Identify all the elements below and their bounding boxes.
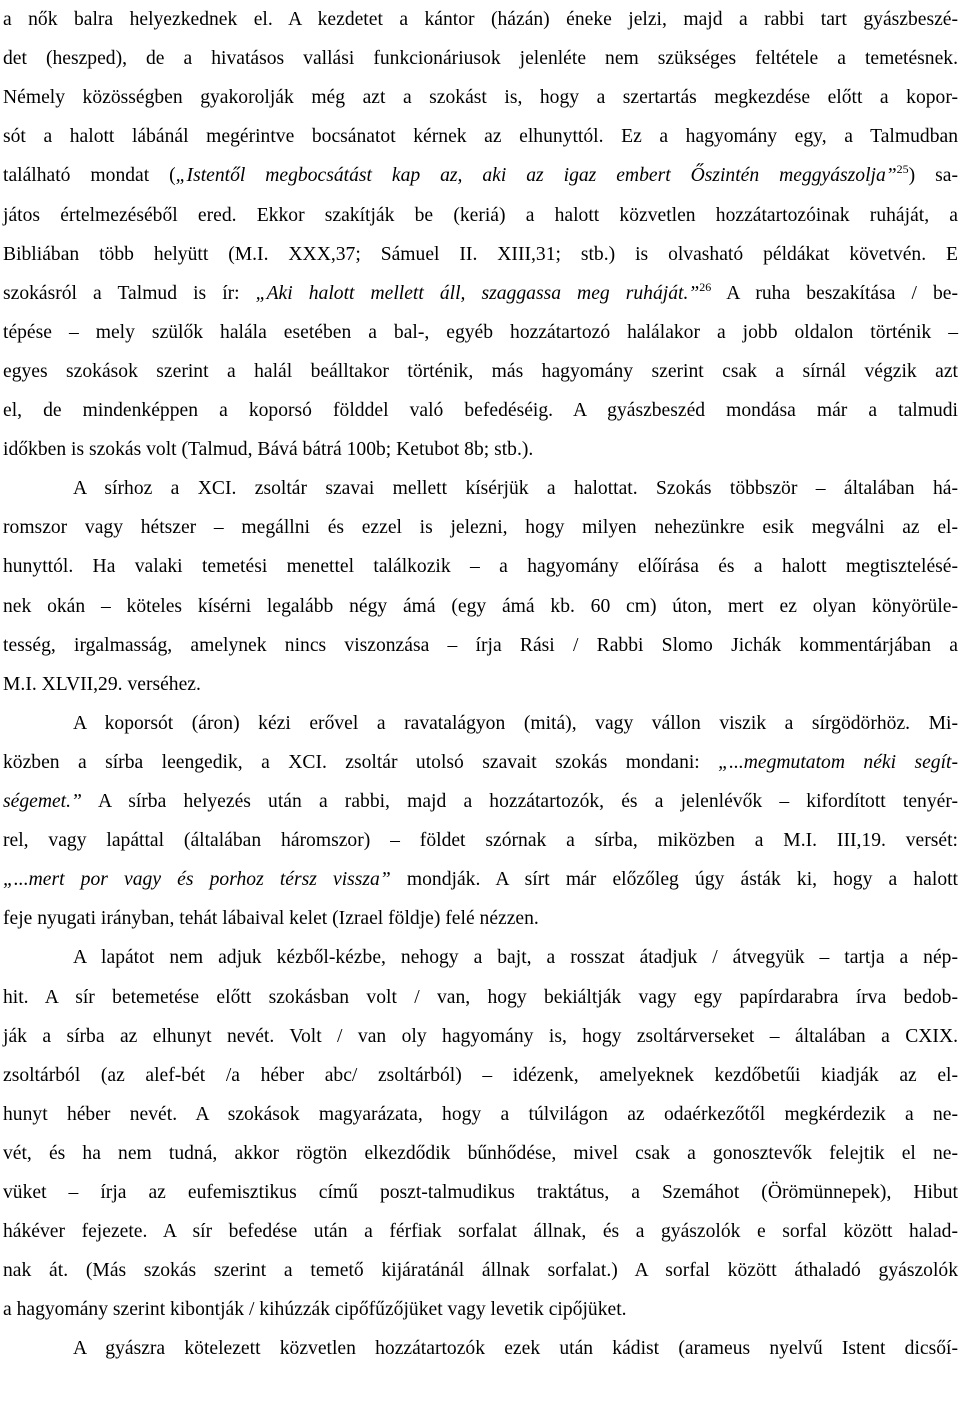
text-line bbox=[3, 199, 958, 233]
body-text: sót a halott lábánál megérintve bocsánatot kérnek az elhunyttól. Ez a hagyomány egy, a Talmudban bbox=[3, 126, 958, 148]
text-line bbox=[3, 1293, 958, 1327]
body-text: A lapátot nem adjuk kézből-kézbe, nehogy a bajt, a rosszat átadjuk / átvegyük – tartja a nép- bbox=[73, 947, 958, 969]
text-line bbox=[3, 277, 958, 311]
text-line bbox=[3, 1254, 958, 1288]
body-text: a nők balra helyezkednek el. A kezdetet a kántor (házán) éneke jelzi, majd a rabbi tart gyászbeszé- bbox=[3, 9, 958, 30]
body-text: el, de mindenképpen a koporsó földdel való befedéséig. A gyászbeszéd mondása már a talmudi bbox=[3, 400, 958, 421]
text-line bbox=[3, 81, 958, 115]
body-text: rel, vagy lapáttal (általában háromszor) – földet szórnak a sírba, miközben a M.I. III,19. versét: bbox=[3, 830, 958, 852]
text-line bbox=[3, 355, 958, 389]
body-text: időkben is szokás volt (Talmud, Bává bátrá 100b; Ketubot 8b; stb.). bbox=[3, 439, 534, 461]
body-text: zsoltárból (az alef-bét /a héber abc/ zsoltárból) – idézenk, amelyeknek kezdőbetűi kiadják az el- bbox=[3, 1064, 958, 1086]
body-text: mondják. A sírt már előzőleg úgy ásták ki, hogy a halott bbox=[390, 869, 958, 891]
body-text: a hagyomány szerint kibontják / kihúzzák cipőfűzőjüket vagy levetik cipőjüket. bbox=[3, 1299, 627, 1321]
body-text: ják a sírba az elhunyt nevét. Volt / van oly hagyomány is, hogy zsoltárverseket – általában a CXIX. bbox=[3, 1025, 958, 1047]
body-text: nak át. (Más szokás szerint a temető kijáratánál állnak sorfalat.) A sorfal között áthaladó gyászolók bbox=[3, 1260, 958, 1282]
body-text: A koporsót (áron) kézi erővel a ravatalágyon (mitá), vagy vállon viszik a sírgödörhöz. Mi- bbox=[73, 712, 958, 734]
text-line bbox=[3, 316, 958, 350]
text-line bbox=[3, 42, 958, 76]
text-line bbox=[3, 590, 958, 624]
body-text: feje nyugati irányban, tehát lábaival kelet (Izrael földje) felé nézzen. bbox=[3, 908, 539, 930]
body-text: vét, és ha nem tudná, akkor rögtön elkezdődik bűnhődése, mivel csak a gonosztevők felejtik el ne- bbox=[3, 1142, 958, 1164]
quote-text: „Istentől megbocsátást kap az, aki az igaz embert Őszintén meggyászolja” bbox=[175, 165, 897, 187]
body-text: tesség, irgalmasság, amelynek nincs viszonzása – írja Rási / Rabbi Slomo Jichák kommentárjában a bbox=[3, 634, 958, 656]
text-line bbox=[3, 120, 958, 154]
text-line bbox=[3, 863, 958, 897]
quote-text: „...mert por vagy és porhoz térsz vissza” bbox=[3, 869, 391, 891]
footnote-ref: 26 bbox=[699, 279, 712, 294]
body-text: szokásról a Talmud is ír: bbox=[3, 282, 256, 304]
text-line bbox=[3, 394, 958, 428]
quote-text: „...megmutatom néki segít- bbox=[718, 751, 958, 773]
body-text: Bibliában több helyütt (M.I. XXX,37; Sámuel II. XIII,31; stb.) is olvasható példákat követvén. E bbox=[3, 243, 958, 265]
text-line bbox=[3, 472, 958, 506]
text-line bbox=[3, 550, 958, 584]
text-line bbox=[3, 1020, 958, 1054]
text-line bbox=[3, 785, 958, 819]
text-line bbox=[3, 981, 958, 1015]
text-line bbox=[3, 1137, 958, 1171]
body-text: tépése – mely szülők halála esetében a bal-, egyéb hozzátartozó halálakor a jobb oldalon történik – bbox=[3, 321, 958, 343]
body-text: det (heszped), de a hivatásos vallási funkcionáriusok jelenléte nem szükséges feltétele a temetésnek. bbox=[3, 48, 958, 70]
quote-text: „Aki halott mellett áll, szaggassa meg ruháját.” bbox=[255, 282, 700, 304]
body-text: egyes szokások szerint a halál beálltakor történik, más hagyomány szerint csak a sírnál végzik azt bbox=[3, 360, 958, 382]
text-line bbox=[3, 1332, 958, 1366]
body-text: hákéver fejezete. A sír befedése után a férfiak sorfalat állnak, és a gyászolók e sorfal között halad- bbox=[3, 1221, 958, 1243]
body-text: található mondat ( bbox=[3, 165, 176, 187]
text-line bbox=[3, 746, 958, 780]
body-text: hunyt héber nevét. A szokások magyarázata, hogy a túlvilágon az odaérkezőtől megkérdezik a ne- bbox=[3, 1103, 958, 1125]
body-text: Némely közösségben gyakorolják még azt a szokást is, hogy a szertartás megkezdése előtt a kopor- bbox=[3, 87, 958, 109]
text-line bbox=[3, 1176, 958, 1210]
body-text: A sírba helyezés után a rabbi, majd a hozzátartozók, és a jelenlévők – kifordított tenyér- bbox=[81, 791, 958, 812]
body-text: A gyászra kötelezett közvetlen hozzátartozók ezek után kádist (arameus nyelvű Istent dicsőí- bbox=[73, 1338, 958, 1360]
text-line bbox=[3, 668, 958, 702]
body-text: A ruha beszakítása / be- bbox=[711, 282, 958, 304]
body-text: nek okán – köteles kísérni legalább négy ámá (egy ámá kb. 60 cm) úton, mert ez olyan könyörüle- bbox=[3, 595, 958, 617]
text-line bbox=[3, 707, 958, 741]
text-line bbox=[3, 159, 958, 193]
text-line bbox=[3, 1059, 958, 1093]
body-text: játos értelmezéséből ered. Ekkor szakítják be (keriá) a halott közvetlen hozzátartozóinak ruháját, a bbox=[3, 204, 958, 226]
body-text: vüket – írja az eufemisztikus című poszt-talmudikus traktátus, a Szemáhot (Örömünnepek), Hibut bbox=[3, 1182, 958, 1203]
text-line bbox=[3, 3, 958, 37]
body-text: ) sa- bbox=[908, 165, 958, 187]
text-line bbox=[3, 824, 958, 858]
text-line bbox=[3, 629, 958, 663]
body-text: M.I. XLVII,29. verséhez. bbox=[3, 673, 201, 695]
text-line bbox=[3, 1215, 958, 1249]
body-text: hunyttól. Ha valaki temetési menettel találkozik – a hagyomány előírása és a halott megtisztelésé- bbox=[3, 556, 958, 578]
text-line bbox=[3, 511, 958, 545]
text-line bbox=[3, 1098, 958, 1132]
text-line bbox=[3, 433, 958, 467]
text-line bbox=[3, 902, 958, 936]
text-line bbox=[3, 238, 958, 272]
text-line bbox=[3, 941, 958, 975]
body-text: A sírhoz a XCI. zsoltár szavai mellett kísérjük a halottat. Szokás többször – általában há- bbox=[73, 478, 958, 500]
quote-text: ségemet.” bbox=[3, 791, 82, 812]
body-text: közben a sírba leengedik, a XCI. zsoltár utolsó szavait szokás mondani: bbox=[3, 751, 719, 773]
body-text: hit. A sír betemetése előtt szokásban volt / van, hogy bekiáltják vagy egy papírdarabra írva bedob- bbox=[3, 986, 958, 1008]
footnote-ref: 25 bbox=[896, 162, 909, 177]
body-text: romszor vagy hétszer – megállni és ezzel is jelezni, hogy milyen nehezünkre esik megválni az el- bbox=[3, 517, 958, 539]
